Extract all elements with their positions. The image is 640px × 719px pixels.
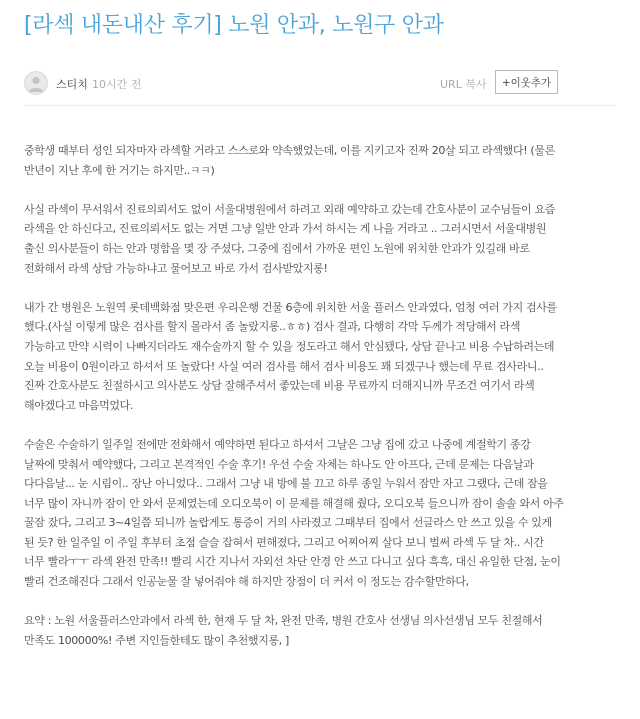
post-meta-bar	[24, 70, 616, 98]
author-name[interactable]: 스티치	[56, 78, 88, 91]
default-user-icon[interactable]	[24, 71, 48, 95]
content-paragraph-1: 중학생 때부터 성인 되자마자 라섹할 거라고 스스로와 약속했었는데, 이를 지키고자 진짜 20살 되고 라섹했다! (물론 반년이 지난 후에 한 거기는 하지만..ㅋㅋ)	[24, 144, 555, 177]
url-copy-link[interactable]: URL 복사	[440, 78, 487, 91]
post-title: [라섹 내돈내산 후기] 노원 안과, 노원구 안과	[24, 13, 444, 38]
content-paragraph-3: 내가 간 병원은 노원역 롯데백화점 맞은편 우리은행 건물 6층에 위치한 서울 플러스 안과였다, 엄청 여러 가지 검사를 했다.(사실 이렇게 많은 검사를 할지 몰라서 좀 놀랐지롱..ㅎㅎ) 검사 결과, 다행히 각막 두께가 적당해서 라섹 가능하고 만약 시력이 나빠지더라도 재수술까지 할 수 있을 정도라고 해서 안심됐다, 상담 끝나고 비용 수납하려는데 오늘 비용이 0원이라고 하셔서 또 놀랐다! 사실 여러 검사를 해서 검사 비용도 꽤 되겠구나 했는데 무료 검사라니.. 진짜 간호사분도 친절하시고 의사분도 상담 잘해주셔서 좋았는데 비용 무료까지 더해지니까 무조건 여기서 라섹 해야겠다고 마음먹었다.	[24, 300, 557, 412]
post-content	[24, 141, 564, 670]
meta-divider	[24, 105, 616, 106]
content-paragraph-2: 사실 라섹이 무서워서 진료의뢰서도 없이 서울대병원에서 하려고 외래 예약하고 갔는데 간호사분이 교수님들이 요즘 라섹을 안 하신다고, 진료의뢰서도 없는 거면 그냥 일반 안과 가서 하시는 게 나을 거라고 .. 그러시면서 서울대병원 출신 의사분들이 하는 안과 명함을 몇 장 주셨다, 그중에 집에서 가까운 편인 노원에 위치한 안과가 있길래 바로 전화해서 라섹 상담 가능하냐고 물어보고 바로 가서 검사받았지롱!	[24, 202, 556, 275]
content-paragraph-4: 수술은 수술하기 일주일 전에만 전화해서 예약하면 된다고 하셔서 그날은 그냥 집에 갔고 나중에 계절학기 종강 날짜에 맞춰서 예약했다, 그리고 본격적인 수술 후기! 우선 수술 자체는 하나도 안 아프다, 근데 문제는 다음날과 다다음날... 눈 시림이.. 장난 아니었다.. 그래서 그냥 내 방에 불 끄고 하루 종일 누워서 잠만 자고 그랬다, 근데 잠을 너무 많이 자니까 잠이 안 와서 문제였는데 오디오북이 이 문제를 해결해 줬다, 오디오북 들으니까 잠이 솔솔 와서 아주 꿀잠 잤다, 그리고 3~4일쯤 되니까 놀랍게도 통증이 거의 사라졌고 그때부터 집에서 선글라스 안 쓰고 있을 수 있게 된 듯? 한 일주일 이 주일 후부터 초점 슬슬 잡혀서 편해졌다, 그리고 어찌어찌 살다 보니 벌써 라섹 두 달 차.. 시간 너무 빨라ㅜㅜ 라섹 완전 만족!! 빨리 시간 지나서 자외선 차단 안경 안 쓰고 다니고 싶다 흑흑, 대신 유일한 단점, 눈이 빨리 건조해진다 그래서 인공눈물 잘 넣어줘야 해 하지만 장점이 더 커서 이 정도는 감수할만하다,	[24, 437, 564, 589]
post-time: 10시간 전	[92, 78, 142, 91]
content-paragraph-5: 요약 : 노원 서울플러스안과에서 라섹 한, 현재 두 달 차, 완전 만족, 병원 간호사 선생님 의사선생님 모두 친절해서 만족도 100000%! 주변 지인들한테도 많이 추천했지롱, ]	[24, 614, 543, 647]
add-neighbor-button[interactable]: +이웃추가	[495, 70, 558, 94]
